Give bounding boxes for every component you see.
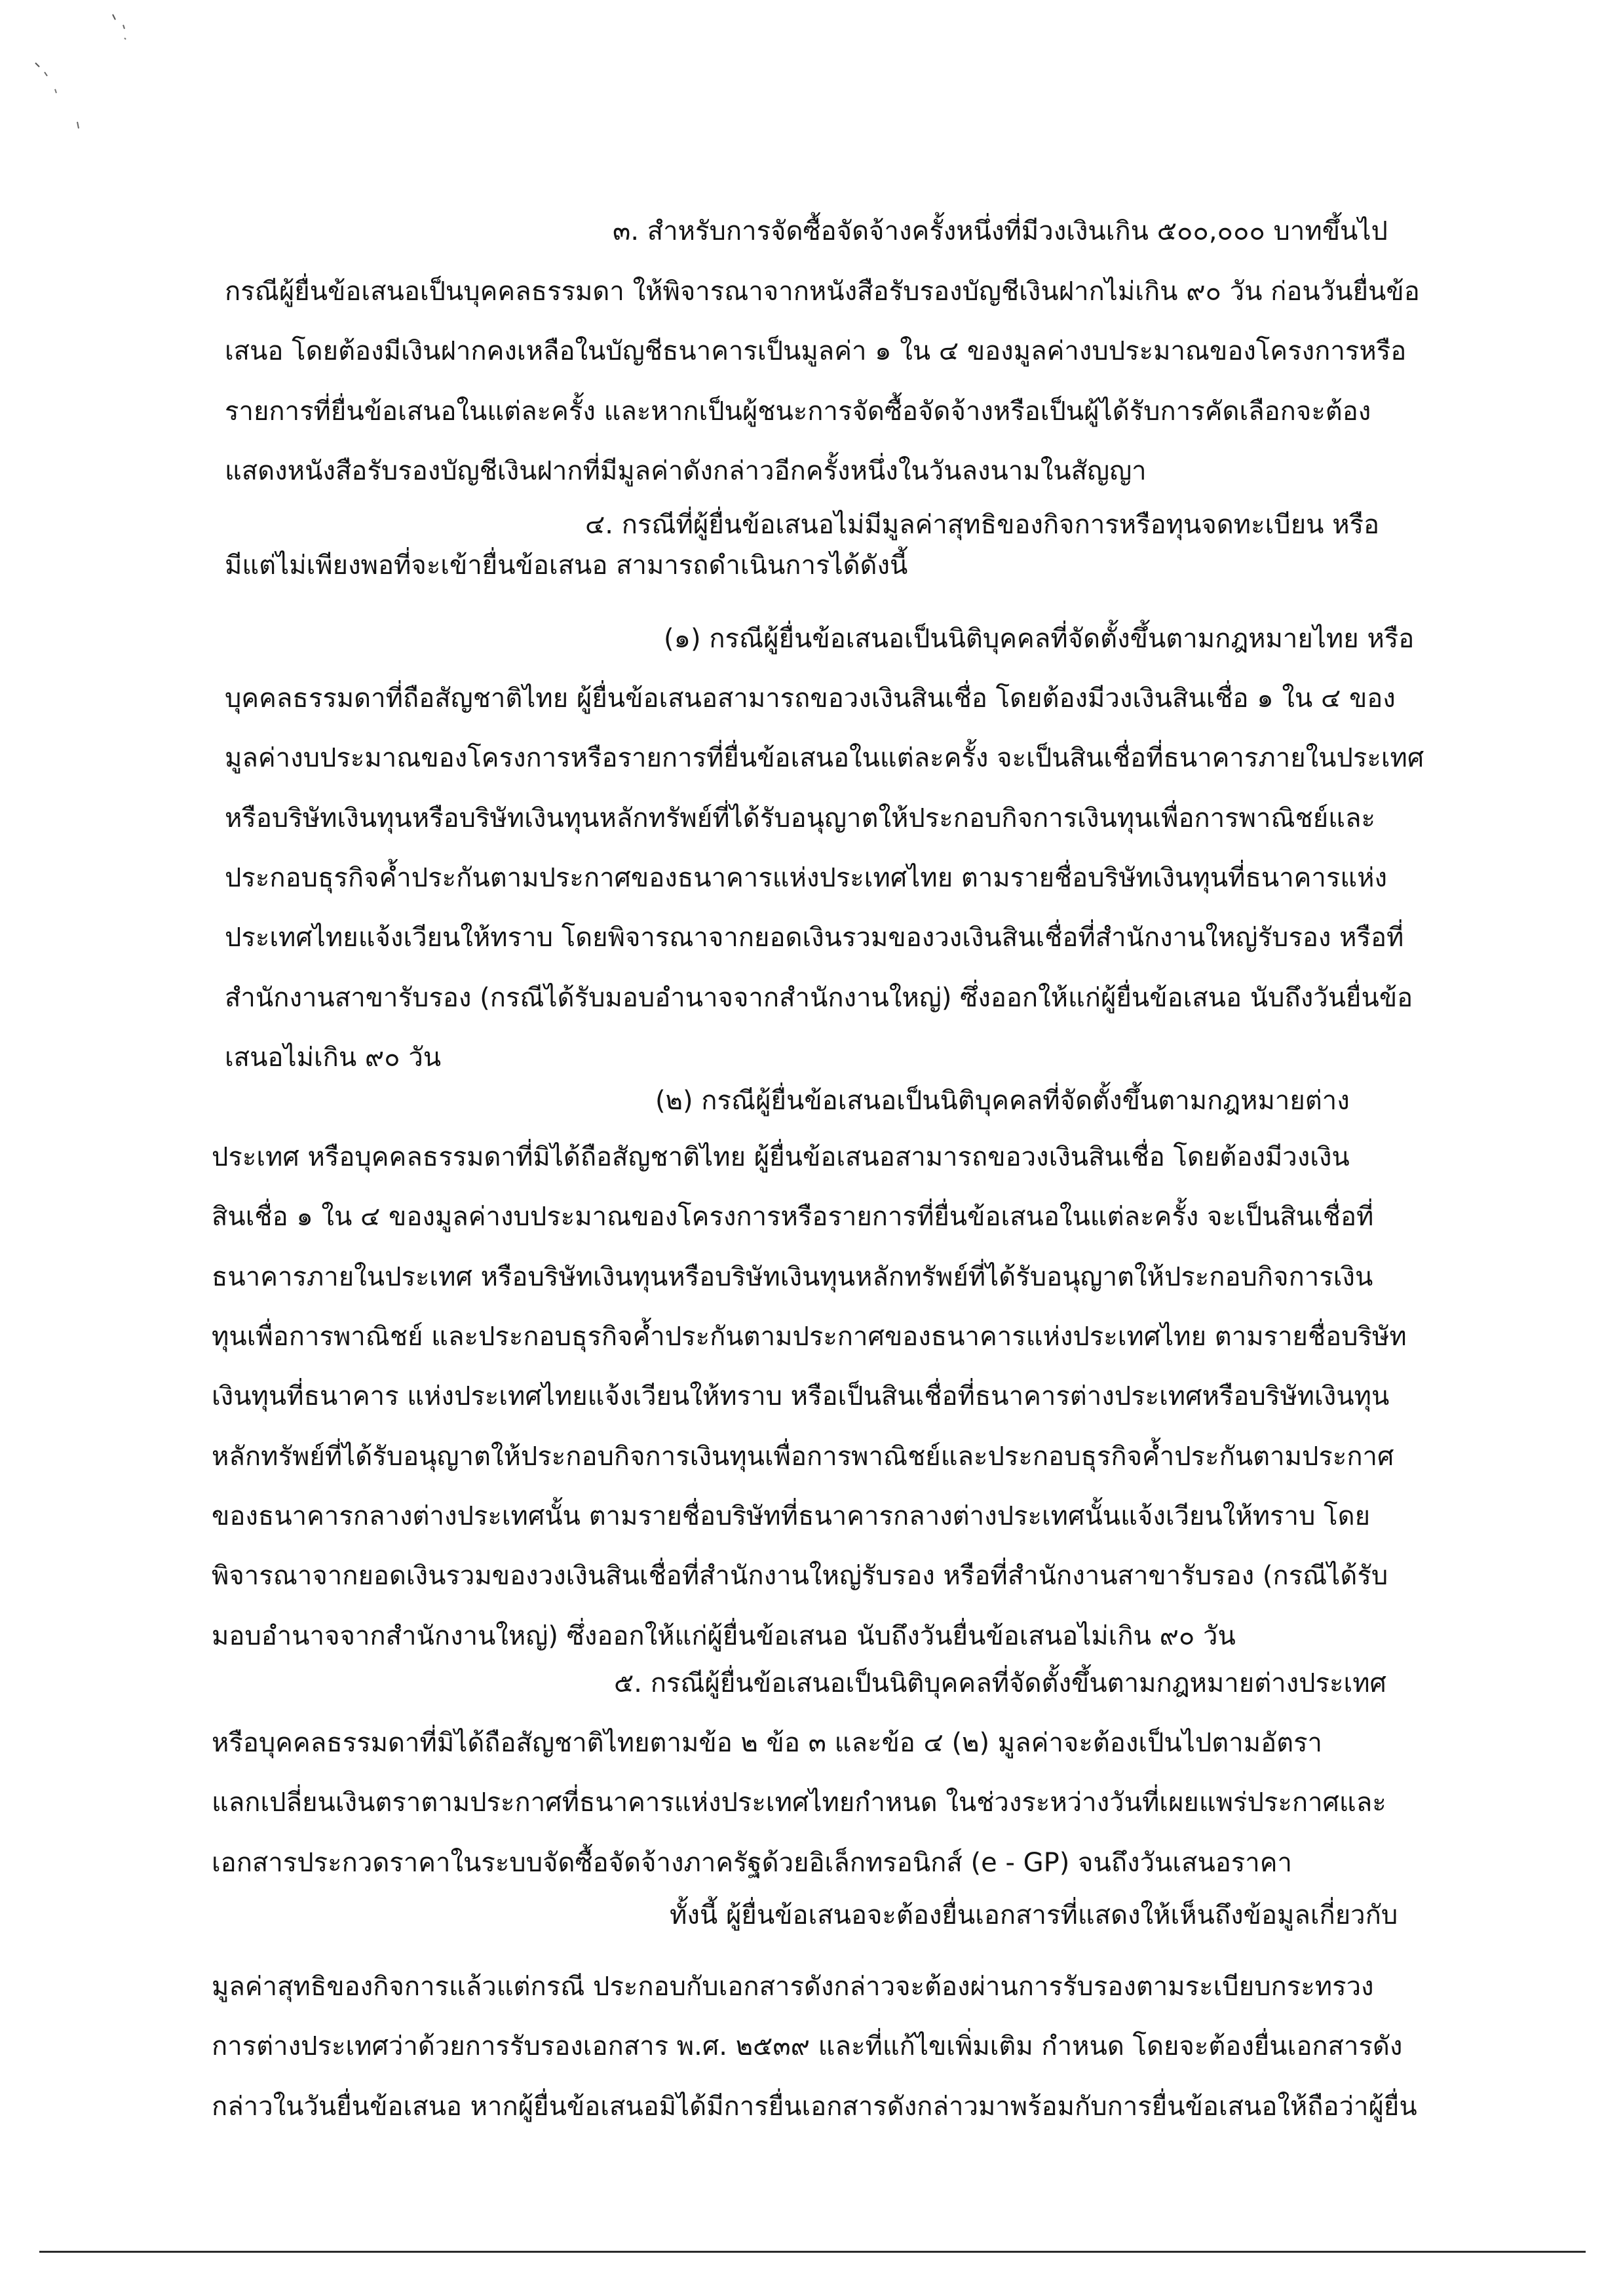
text-line: หรือบุคคลธรรมดาที่มิได้ถือสัญชาติไทยตามข้อ ๒ ข้อ ๓ และข้อ ๔ (๒) มูลค่าจะต้องเป็นไปตามอัตรา bbox=[212, 1728, 1323, 1758]
text-line: ประเทศ หรือบุคคลธรรมดาที่มิได้ถือสัญชาติไทย ผู้ยื่นข้อเสนอสามารถขอวงเงินสินเชื่อ โดยต้องมีวงเงิน bbox=[212, 1142, 1350, 1172]
text-line: หรือบริษัทเงินทุนหรือบริษัทเงินทุนหลักทรัพย์ที่ได้รับอนุญาตให้ประกอบกิจการเงินทุนเพื่อการพาณิชย์และ bbox=[225, 803, 1375, 833]
text-line: การต่างประเทศว่าด้วยการรับรองเอกสาร พ.ศ. ๒๕๓๙ และที่แก้ไขเพิ่มเติม กำหนด โดยจะต้องยื่นเอกสารดัง bbox=[212, 2031, 1403, 2061]
text-line: ๓. สำหรับการจัดซื้อจัดจ้างครั้งหนึ่งที่มีวงเงินเกิน ๕๐๐,๐๐๐ บาทขึ้นไป bbox=[613, 216, 1388, 246]
text-line: แสดงหนังสือรับรองบัญชีเงินฝากที่มีมูลค่าดังกล่าวอีกครั้งหนึ่งในวันลงนามในสัญญา bbox=[225, 456, 1147, 486]
text-line: หลักทรัพย์ที่ได้รับอนุญาตให้ประกอบกิจการเงินทุนเพื่อการพาณิชย์และประกอบธุรกิจค้ำประกันตามประกาศ bbox=[212, 1442, 1394, 1472]
text-line: ทุนเพื่อการพาณิชย์ และประกอบธุรกิจค้ำประกันตามประกาศของธนาคารแห่งประเทศไทย ตามรายชื่อบริษัท bbox=[212, 1322, 1407, 1352]
text-line: ๕. กรณีผู้ยื่นข้อเสนอเป็นนิติบุคคลที่จัดตั้งขึ้นตามกฎหมายต่างประเทศ bbox=[614, 1668, 1386, 1698]
text-line: มีแต่ไม่เพียงพอที่จะเข้ายื่นข้อเสนอ สามารถดำเนินการได้ดังนี้ bbox=[225, 550, 908, 581]
text-line: เงินทุนที่ธนาคาร แห่งประเทศไทยแจ้งเวียนให้ทราบ หรือเป็นสินเชื่อที่ธนาคารต่างประเทศหรือบริษัทเงินทุน bbox=[212, 1381, 1390, 1411]
text-line: มูลค่างบประมาณของโครงการหรือรายการที่ยื่นข้อเสนอในแต่ละครั้ง จะเป็นสินเชื่อที่ธนาคารภายในประเทศ bbox=[225, 743, 1424, 773]
text-line: ธนาคารภายในประเทศ หรือบริษัทเงินทุนหรือบริษัทเงินทุนหลักทรัพย์ที่ได้รับอนุญาตให้ประกอบกิจการเงิน bbox=[212, 1262, 1373, 1292]
text-line: มูลค่าสุทธิของกิจการแล้วแต่กรณี ประกอบกับเอกสารดังกล่าวจะต้องผ่านการรับรองตามระเบียบกระทรวง bbox=[212, 1972, 1374, 2002]
text-line: กล่าวในวันยื่นข้อเสนอ หากผู้ยื่นข้อเสนอมิได้มีการยื่นเอกสารดังกล่าวมาพร้อมกับการยื่นข้อเสนอให้ถือว่าผู้ยื่น bbox=[212, 2092, 1417, 2122]
text-line: (๒) กรณีผู้ยื่นข้อเสนอเป็นนิติบุคคลที่จัดตั้งขึ้นตามกฎหมายต่าง bbox=[655, 1086, 1350, 1116]
text-line: ประกอบธุรกิจค้ำประกันตามประกาศของธนาคารแห่งประเทศไทย ตามรายชื่อบริษัทเงินทุนที่ธนาคารแห่ง bbox=[225, 863, 1388, 893]
text-line: สินเชื่อ ๑ ใน ๔ ของมูลค่างบประมาณของโครงการหรือรายการที่ยื่นข้อเสนอในแต่ละครั้ง จะเป็นสินเชื่อที่ bbox=[212, 1202, 1374, 1232]
text-line: เสนอ โดยต้องมีเงินฝากคงเหลือในบัญชีธนาคารเป็นมูลค่า ๑ ใน ๔ ของมูลค่างบประมาณของโครงการหรือ bbox=[225, 336, 1407, 366]
text-line: (๑) กรณีผู้ยื่นข้อเสนอเป็นนิติบุคคลที่จัดตั้งขึ้นตามกฎหมายไทย หรือ bbox=[664, 624, 1415, 654]
text-line: ทั้งนี้ ผู้ยื่นข้อเสนอจะต้องยื่นเอกสารที่แสดงให้เห็นถึงข้อมูลเกี่ยวกับ bbox=[670, 1900, 1398, 1930]
text-line: มอบอำนาจจากสำนักงานใหญ่) ซึ่งออกให้แก่ผู้ยื่นข้อเสนอ นับถึงวันยื่นข้อเสนอไม่เกิน ๙๐ วัน bbox=[212, 1621, 1236, 1651]
bottom-divider bbox=[39, 2251, 1586, 2253]
text-line: บุคคลธรรมดาที่ถือสัญชาติไทย ผู้ยื่นข้อเสนอสามารถขอวงเงินสินเชื่อ โดยต้องมีวงเงินสินเชื่อ ๑ ใน ๔ ของ bbox=[225, 683, 1396, 714]
text-line: พิจารณาจากยอดเงินรวมของวงเงินสินเชื่อที่สำนักงานใหญ่รับรอง หรือที่สำนักงานสาขารับรอง (กรณีได้รับ bbox=[212, 1561, 1388, 1591]
text-line: ประเทศไทยแจ้งเวียนให้ทราบ โดยพิจารณาจากยอดเงินรวมของวงเงินสินเชื่อที่สำนักงานใหญ่รับรอง หรือที่ bbox=[225, 923, 1404, 953]
text-line: สำนักงานสาขารับรอง (กรณีได้รับมอบอำนาจจากสำนักงานใหญ่) ซึ่งออกให้แก่ผู้ยื่นข้อเสนอ นับถึงวันยื่นข้อ bbox=[225, 983, 1413, 1013]
text-line: เอกสารประกวดราคาในระบบจัดซื้อจัดจ้างภาครัฐด้วยอิเล็กทรอนิกส์ (e - GP) จนถึงวันเสนอราคา bbox=[212, 1848, 1292, 1878]
text-line: ของธนาคารกลางต่างประเทศนั้น ตามรายชื่อบริษัทที่ธนาคารกลางต่างประเทศนั้นแจ้งเวียนให้ทราบ โดย bbox=[212, 1501, 1371, 1531]
text-line: แลกเปลี่ยนเงินตราตามประกาศที่ธนาคารแห่งประเทศไทยกำหนด ในช่วงระหว่างวันที่เผยแพร่ประกาศและ bbox=[212, 1788, 1386, 1818]
text-line: ๔. กรณีที่ผู้ยื่นข้อเสนอไม่มีมูลค่าสุทธิของกิจการหรือทุนจดทะเบียน หรือ bbox=[585, 510, 1380, 540]
text-line: กรณีผู้ยื่นข้อเสนอเป็นบุคคลธรรมดา ให้พิจารณาจากหนังสือรับรองบัญชีเงินฝากไม่เกิน ๙๐ วัน ก่อนวันยื่นข้อ bbox=[225, 277, 1420, 307]
text-line: เสนอไม่เกิน ๙๐ วัน bbox=[225, 1043, 442, 1073]
text-line: รายการที่ยื่นข้อเสนอในแต่ละครั้ง และหากเป็นผู้ชนะการจัดซื้อจัดจ้างหรือเป็นผู้ได้รับการคัดเลือกจะต้อง bbox=[225, 396, 1371, 427]
